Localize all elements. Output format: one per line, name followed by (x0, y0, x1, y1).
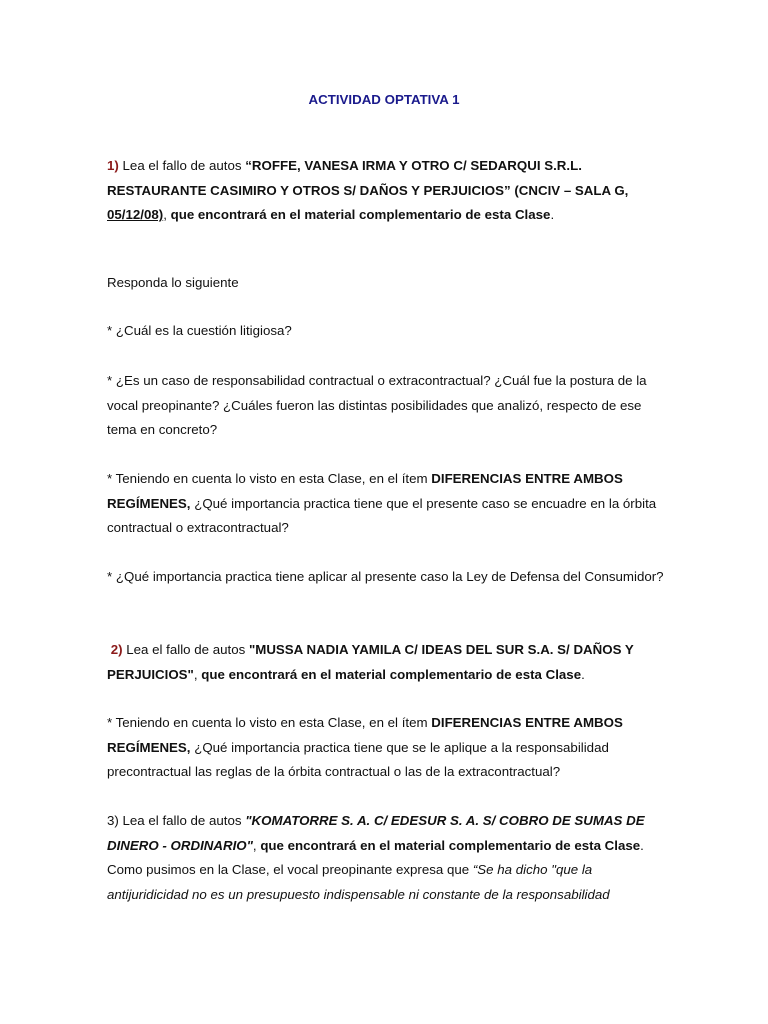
question-1: 1) Lea el fallo de autos “ROFFE, VANESA IRMA Y OTRO C/ SEDARQUI S.R.L. RESTAURANTE CASIMIRO Y OTROS S/ DAÑOS Y PERJUICIOS” (CNCIV – SALA G, 05/12/08), que encontrará en el material complementario de esta Clase. (107, 158, 629, 222)
question-1-case-title: “ROFFE, VANESA IRMA Y OTRO C/ SEDARQUI S.R.L. RESTAURANTE CASIMIRO Y OTROS S/ DAÑOS Y PERJUICIOS” (CNCIV – SALA G, (107, 158, 629, 198)
question-1-material-note: que encontrará en el material complementario de esta Clase (170, 207, 551, 222)
question-3-case-title: "KOMATORRE S. A. C/ EDESUR S. A. S/ COBRO DE SUMAS DE DINERO - ORDINARIO" (107, 813, 645, 853)
differences-heading-2: DIFERENCIAS ENTRE AMBOS REGÍMENES, (107, 715, 623, 755)
question-3-intro: Como pusimos en la Clase, el vocal preopinante expresa que (107, 862, 473, 877)
question-2: 2) Lea el fallo de autos "MUSSA NADIA YAMILA C/ IDEAS DEL SUR S.A. S/ DAÑOS Y PERJUICIOS", que encontrará en el material complementario de esta Clase. (107, 642, 634, 682)
question-3-lead: 3) Lea el fallo de autos (107, 813, 246, 828)
differences-heading-1: DIFERENCIAS ENTRE AMBOS REGÍMENES, (107, 471, 623, 511)
document-title: ACTIVIDAD OPTATIVA 1 (308, 92, 460, 107)
question-3: 3) Lea el fallo de autos "KOMATORRE S. A. C/ EDESUR S. A. S/ COBRO DE SUMAS DE DINERO - ORDINARIO", que encontrará en el material complementario de esta Clase. Como pusimos en la Clase, el vocal preopinante expresa que “Se ha dicho "que la antijuridicidad no es un presupuesto indispensable ni constante de la responsabilidad (107, 813, 645, 902)
bullet-differences-regimes-1: * Teniendo en cuenta lo visto en esta Clase, en el ítem DIFERENCIAS ENTRE AMBOS REGÍMENES, ¿Qué importancia practica tiene que el presente caso se encuadre en la órbita contractual o extracontractual? (107, 471, 657, 535)
question-1-date: 05/12/08) (107, 207, 164, 222)
bullet-litigious-question: * ¿Cuál es la cuestión litigiosa? (107, 323, 292, 338)
question-1-lead: Lea el fallo de autos (118, 158, 246, 173)
question-3-quote: “Se ha dicho "que la antijuridicidad no es un presupuesto indispensable ni constante de la responsabilidad (107, 862, 610, 902)
bullet-differences-regimes-2: * Teniendo en cuenta lo visto en esta Clase, en el ítem DIFERENCIAS ENTRE AMBOS REGÍMENES, ¿Qué importancia practica tiene que se le aplique a la responsabilidad precontractual las reglas de la órbita contractual o las de la extracontractual? (107, 715, 623, 779)
respond-heading: Responda lo siguiente (107, 275, 239, 290)
bullet-consumer-law: * ¿Qué importancia practica tiene aplicar al presente caso la Ley de Defensa del Consumidor? (107, 569, 664, 584)
bullet-responsibility-type: * ¿Es un caso de responsabilidad contractual o extracontractual? ¿Cuál fue la postura de la vocal preopinante? ¿Cuáles fueron las distintas posibilidades que analizó, respecto de ese tema en concreto? (107, 373, 647, 437)
question-3-material-note: que encontrará en el material complementario de esta Clase (260, 837, 641, 853)
question-2-number: 2) (110, 642, 123, 657)
question-1-number: 1) (107, 158, 119, 173)
question-2-case-title: "MUSSA NADIA YAMILA C/ IDEAS DEL SUR S.A. S/ DAÑOS Y PERJUICIOS" (107, 642, 634, 682)
question-2-material-note: que encontrará en el material complementario de esta Clase (201, 666, 582, 682)
